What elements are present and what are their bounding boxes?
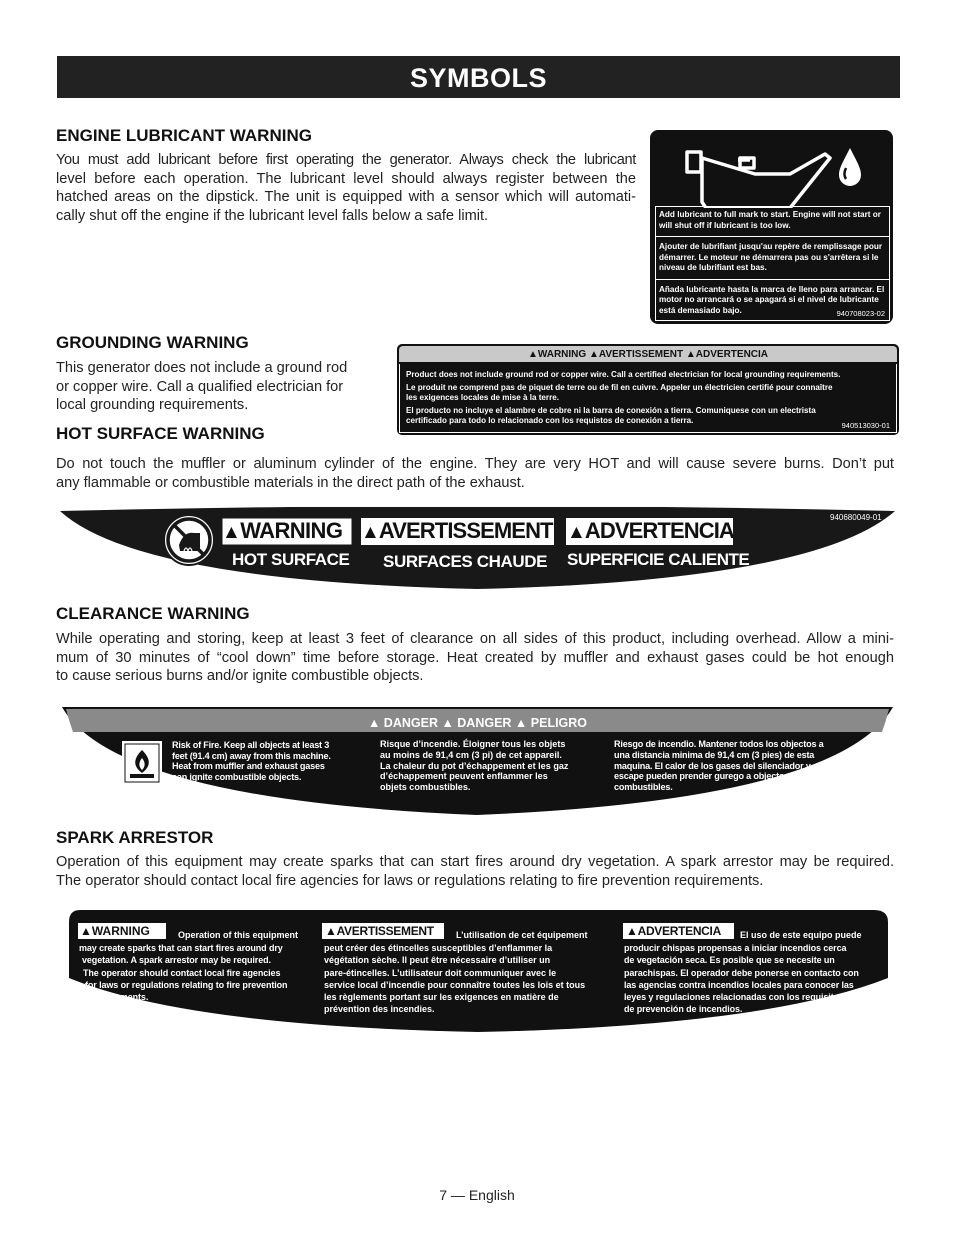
hot-warning-label — [222, 518, 354, 544]
text-line: Operation of this equipment may create sparks that can start fires around dry vegetation. A spark arrestor may be required. — [56, 854, 894, 870]
decal-line: Riesgo de incendio. Mantener todos los objectos a — [614, 739, 824, 749]
lubricant-decal-textbox — [655, 206, 890, 321]
decal-line: combustibles. — [614, 782, 673, 793]
clearance-heading: CLEARANCE WARNING — [56, 604, 250, 623]
page-title: SYMBOLS — [57, 56, 900, 98]
decal-line: Heat from muffler and exhaust gases — [172, 761, 325, 772]
decal-line: vegetation. A spark arrestor may be required. — [82, 955, 271, 966]
decal-line: can ignite combustible objects. — [172, 771, 302, 782]
decal-line: escape pueden prender gurego a objectos — [614, 771, 790, 782]
decal-part-number: 940708023-02 — [836, 309, 885, 318]
decal-line: Risk of Fire. Keep all objects at least 3 — [172, 740, 330, 750]
lubricant-decal — [650, 130, 893, 324]
decal-line: Añada lubricante hasta la marca de lleno para arrancar. El — [659, 284, 885, 294]
decal-line: Risque d’incendie. Éloigner tous les objets — [380, 739, 566, 749]
decal-line: La chaleur du pot d’échappement et les gaz — [380, 760, 569, 771]
text-line: level before each operation. The lubricant level should always register between the — [56, 170, 636, 187]
decal-line: au moins de 91,4 cm (3 pi) de cet appareil. — [380, 749, 562, 760]
decal-line: objets combustibles. — [380, 782, 471, 793]
lubricant-text — [56, 151, 636, 225]
text-line: mum of 30 minutes of “cool down” time before storage. Heat created by muffler and exhaust gases could be hot enough — [56, 649, 894, 666]
text-line: The operator should contact local fire agencies for laws or regulations relating to fire prevention requirements. — [56, 872, 764, 889]
text-line: Do not touch the muffler or aluminum cylinder of the engine. They are very HOT and will cause severe burns. Don’t put — [56, 456, 894, 472]
decal-line: de vegetación seca. Es posible que se necesite un — [624, 955, 835, 966]
text-line: any flammable or combustible materials in the direct path of the exhaust. — [56, 474, 525, 491]
text-line: You must add lubricant before first operating the generator. Always check the lubricant — [56, 152, 636, 168]
clearance-text — [56, 630, 894, 686]
warning-triangle-icon: ▲ — [361, 522, 379, 543]
decal-en — [656, 207, 889, 231]
decal-line: producir chispas propensas a iniciar incendios cerca — [624, 943, 847, 953]
text-line: cally shut off the engine if the lubricant level falls below a safe limit. — [56, 207, 489, 224]
decal-fr — [324, 942, 585, 1016]
warning-triangle-icon: ▲ — [567, 522, 585, 543]
decal-line: las agencias contra incendios locales para conocer las — [624, 979, 854, 990]
decal-line: pare-étincelles. L’utilisateur doit communiquer avec le — [324, 967, 557, 978]
decal-line: végétation sèche. Il peut être nécessaire d’utiliser un — [324, 955, 551, 966]
hot-surface-fr: SURFACES CHAUDE — [383, 552, 548, 571]
spark-text — [56, 853, 894, 890]
decal-line: está demasiado bajo. — [659, 305, 742, 315]
decal-line: una distancia minima de 91,4 cm (3 pies) de esta — [614, 749, 815, 760]
decal-line: Le produit ne comprend pas de piquet de terre ou de fil en cuivre. Appeler un électricien certifié pour connaître — [406, 383, 833, 392]
grounding-text — [56, 359, 386, 415]
decal-line: motor no arrancará o se apagará si el nivel de lubricante — [659, 295, 879, 304]
spark-avertissement-label: ▲AVERTISSEMENT — [325, 924, 434, 938]
hot-heading: HOT SURFACE WARNING — [56, 424, 265, 443]
decal-line: maquina. El calor de los gases del silenciador y el — [614, 760, 821, 771]
label-text: AVERTISSEMENT — [378, 518, 553, 543]
decal-fr — [400, 380, 896, 403]
decal-line: El producto no incluye el alambre de cobre ni la barra de conexión a tierra. Comuniquese con un electrista — [406, 406, 816, 415]
spark-advertencia-label: ▲ADVERTENCIA — [626, 924, 721, 938]
text-line: to cause serious burns and/or ignite combustible objects. — [56, 668, 424, 685]
decal-line: will shut off if lubricant is too low. — [659, 220, 791, 230]
decal-line: feet (91.4 cm) away from this machine. — [172, 750, 331, 761]
decal-line: certificado para todo lo relacionado con los requistos de conexión a tierra. — [406, 416, 694, 425]
decal-part-number: 940680049-01 — [830, 513, 882, 522]
decal-es — [400, 403, 896, 426]
label-text: WARNING — [240, 518, 343, 543]
decal-line: El uso de este equipo puede — [740, 930, 862, 940]
decal-line: prévention des incendies. — [324, 1004, 435, 1015]
lubricant-heading: ENGINE LUBRICANT WARNING — [56, 126, 312, 145]
hot-advertencia-label — [567, 518, 737, 544]
grounding-heading: GROUNDING WARNING — [56, 333, 249, 352]
text-line: or copper wire. Call a qualified electrician for — [56, 378, 344, 395]
warning-triangle-icon: ▲ — [222, 522, 241, 543]
decal-line: Product does not include ground rod or copper wire. Call a certified electrician for local grounding requirements. — [406, 370, 841, 379]
decal-line: service local d’incendie pour connaître toutes les lois et tous — [324, 979, 586, 990]
hot-surface-en: HOT SURFACE — [232, 550, 350, 569]
decal-line: d’échappement peuvent enflammer les — [380, 771, 548, 782]
spark-heading: SPARK ARRESTOR — [56, 828, 214, 847]
decal-line: niveau de lubrifiant est bas. — [659, 263, 767, 272]
decal-en — [79, 942, 287, 1003]
decal-fr — [380, 739, 568, 793]
decal-line: Operation of this equipment — [178, 930, 299, 940]
decal-line: L’utilisation de cet équipement — [456, 930, 588, 940]
decal-part-number: 940513030-01 — [841, 421, 890, 430]
text-line: While operating and storing, keep at least 3 feet of clearance on all sides of this product, including overhead. Allow a mini- — [56, 631, 894, 647]
decal-line: leyes y regulaciones relacionadas con los requisitos — [624, 992, 844, 1003]
clearance-decal-header: ▲ DANGER ▲ DANGER ▲ PELIGRO — [367, 716, 588, 730]
decal-line: démarrer. Le moteur ne démarrera pas ou s'arrêtera si le — [659, 252, 879, 262]
hot-avertissement-label — [361, 518, 556, 544]
decal-es — [624, 942, 859, 1016]
label-text: ADVERTENCIA — [584, 518, 734, 543]
oil-can-icon — [650, 130, 893, 208]
decal-line: les règlements portant sur les exigences en matière de — [324, 992, 559, 1003]
decal-fr — [656, 237, 889, 274]
text-line: local grounding requirements. — [56, 397, 249, 414]
grounding-decal — [397, 344, 899, 435]
decal-line: peut créer des étincelles susceptibles d’enflammer la — [324, 943, 553, 953]
decal-line: requirements. — [90, 992, 149, 1003]
decal-line: de prevención de incendios. — [624, 1004, 743, 1015]
decal-line: les exigences locales de mise à la terre. — [406, 393, 559, 402]
grounding-decal-body — [399, 364, 897, 433]
decal-es — [614, 739, 824, 793]
hot-surface-es: SUPERFICIE CALIENTE — [567, 550, 750, 569]
hot-text — [56, 455, 894, 492]
decal-en — [172, 740, 331, 782]
decal-line: for laws or regulations relating to fire prevention — [85, 979, 288, 990]
text-line: This generator does not include a ground rod — [56, 360, 348, 376]
decal-part-number: 940947008-02 — [132, 1006, 174, 1013]
decal-line: Add lubricant to full mark to start. Engine will not start or — [659, 210, 881, 219]
decal-line: Ajouter de lubrifiant jusqu'au repère de remplissage pour — [659, 242, 883, 251]
decal-en — [400, 364, 896, 380]
decal-line: parachispas. El operador debe ponerse en contacto con — [624, 967, 859, 978]
decal-line: may create sparks that can start fires around dry — [79, 943, 283, 953]
page-number: 7 — English — [439, 1187, 515, 1203]
grounding-decal-header: ▲WARNING ▲AVERTISSEMENT ▲ADVERTENCIA — [399, 346, 897, 362]
spark-warning-label: ▲WARNING — [80, 924, 150, 938]
decal-line: The operator should contact local fire agencies — [83, 967, 281, 978]
text-line: hatched areas on the dipstick. The unit is equipped with a sensor which will automati- — [56, 189, 636, 206]
